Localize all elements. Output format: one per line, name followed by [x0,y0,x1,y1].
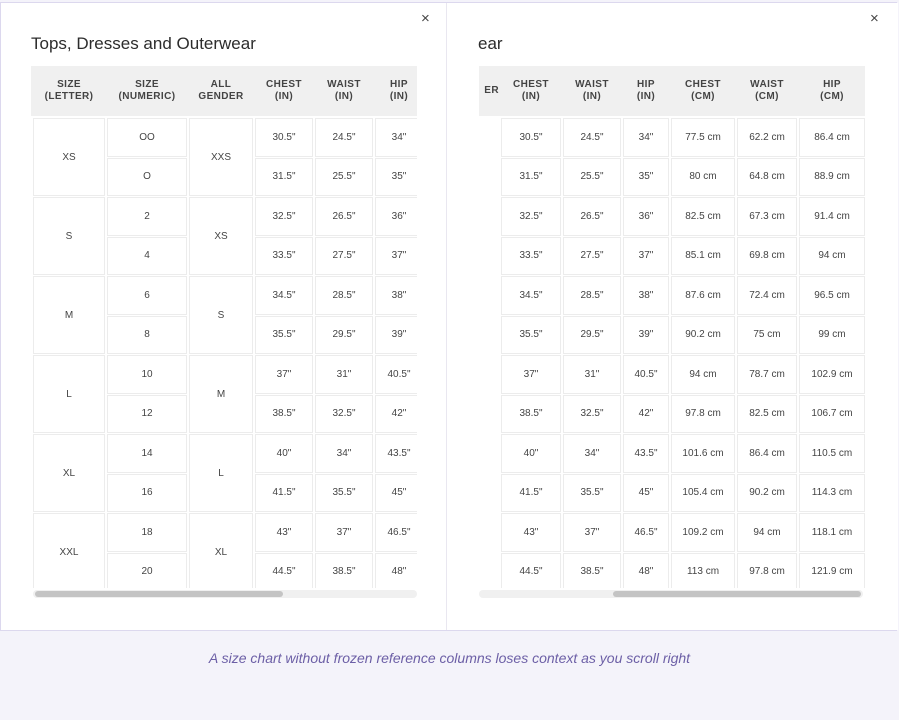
table-cell-hip-in: 35" [623,158,669,197]
table-cell-letter: XL [33,434,105,512]
table-cell-hip-in: 45" [375,474,417,513]
table-cell-numeric: O [107,158,187,197]
table-cell-hip-cm: 94 cm [799,237,865,276]
table-cell-chest-cm: 101.6 cm [671,434,735,473]
table-cell-hip-cm: 96.5 cm [799,276,865,315]
table-cell-waist-cm: 97.8 cm [737,553,797,589]
table-cell-waist-cm: 64.8 cm [737,158,797,197]
table-cell-chest-cm: 94 cm [671,355,735,394]
size-table-scroll-area[interactable] [31,66,417,588]
table-cell-waist-in: 29.5" [563,316,621,355]
table-cell-numeric: OO [107,118,187,157]
table-cell-waist-in: 29.5" [315,316,373,355]
table-cell-waist-in: 32.5" [315,395,373,434]
column-header-waist-cm: WAIST (CM) [750,79,784,102]
table-cell-chest-in: 33.5" [501,237,561,276]
table-cell-chest-in: 44.5" [501,553,561,589]
table-cell-chest-in: 40" [501,434,561,473]
table-cell-numeric: 10 [107,355,187,394]
column-header-hip-in: HIP (IN) [389,79,409,102]
table-cell-waist-in: 35.5" [315,474,373,513]
table-cell-hip-in: 40.5" [623,355,669,394]
table-cell-waist-in: 25.5" [563,158,621,197]
horizontal-scrollbar[interactable] [479,590,863,598]
column-header-waist-in: WAIST (IN) [327,79,361,102]
column-header-waist-in: WAIST (IN) [575,79,609,102]
table-cell-waist-in: 37" [315,513,373,552]
table-cell-gender: M [189,355,253,433]
table-cell-waist-in: 26.5" [315,197,373,236]
table-cell-hip-cm: 88.9 cm [799,158,865,197]
table-cell-hip-in: 35" [375,158,417,197]
column-header-gender: ALL GENDER [198,79,244,102]
table-cell-chest-in: 35.5" [501,316,561,355]
table-cell-hip-in: 36" [623,197,669,236]
table-cell-hip-in: 43.5" [375,434,417,473]
table-cell-chest-cm: 77.5 cm [671,118,735,157]
size-table-scroll-area[interactable] [479,66,866,588]
table-cell-chest-in: 33.5" [255,237,313,276]
table-cell-waist-in: 35.5" [563,474,621,513]
table-cell-hip-in: 37" [623,237,669,276]
table-cell-chest-in: 32.5" [501,197,561,236]
table-cell-chest-cm: 90.2 cm [671,316,735,355]
table-cell-waist-in: 24.5" [315,118,373,157]
table-cell-waist-cm: 62.2 cm [737,118,797,157]
table-cell-waist-in: 24.5" [563,118,621,157]
table-cell-letter: S [33,197,105,275]
table-cell-hip-in: 42" [375,395,417,434]
table-cell-letter: L [33,355,105,433]
table-cell-numeric: 16 [107,474,187,513]
table-cell-waist-in: 25.5" [315,158,373,197]
table-cell-waist-in: 31" [315,355,373,394]
panel-title: Tops, Dresses and Outerwear [31,34,256,53]
table-cell-waist-cm: 75 cm [737,316,797,355]
table-cell-chest-in: 43" [501,513,561,552]
table-cell-numeric: 20 [107,553,187,589]
table-cell-gender: XXS [189,118,253,196]
table-cell-hip-cm: 118.1 cm [799,513,865,552]
table-cell-chest-in: 32.5" [255,197,313,236]
column-header-letter: SIZE (LETTER) [44,79,94,102]
table-cell-hip-in: 38" [623,276,669,315]
table-cell-numeric: 18 [107,513,187,552]
table-cell-hip-in: 39" [375,316,417,355]
table-cell-chest-in: 30.5" [501,118,561,157]
table-cell-waist-in: 27.5" [563,237,621,276]
column-header-chest-cm: CHEST (CM) [685,79,721,102]
table-cell-chest-cm: 109.2 cm [671,513,735,552]
table-cell-chest-in: 41.5" [255,474,313,513]
table-cell-hip-in: 48" [623,553,669,589]
table-cell-chest-in: 34.5" [501,276,561,315]
column-header-chest-in: CHEST (IN) [266,79,302,102]
table-cell-waist-in: 26.5" [563,197,621,236]
column-header-chest-in: CHEST (IN) [513,79,549,102]
table-cell-waist-cm: 86.4 cm [737,434,797,473]
table-cell-chest-in: 37" [255,355,313,394]
table-cell-waist-in: 28.5" [563,276,621,315]
table-cell-hip-in: 46.5" [375,513,417,552]
column-header-hip-in: HIP (IN) [636,79,656,102]
caption: A size chart without frozen reference columns loses context as you scroll right [208,650,691,666]
scrollbar-thumb[interactable] [35,591,283,597]
table-cell-chest-in: 38.5" [501,395,561,434]
table-cell-chest-in: 34.5" [255,276,313,315]
table-cell-waist-in: 34" [315,434,373,473]
table-cell-chest-in: 37" [501,355,561,394]
table-cell-numeric: 4 [107,237,187,276]
table-cell-waist-cm: 78.7 cm [737,355,797,394]
table-cell-hip-cm: 110.5 cm [799,434,865,473]
table-cell-chest-cm: 80 cm [671,158,735,197]
column-header-clipped: ER [484,85,499,96]
table-cell-chest-in: 38.5" [255,395,313,434]
table-cell-hip-in: 38" [375,276,417,315]
table-cell-gender: XL [189,513,253,588]
table-cell-hip-cm: 86.4 cm [799,118,865,157]
table-cell-hip-in: 39" [623,316,669,355]
table-cell-chest-in: 35.5" [255,316,313,355]
table-cell-chest-in: 43" [255,513,313,552]
table-cell-chest-in: 44.5" [255,553,313,589]
table-cell-hip-in: 37" [375,237,417,276]
close-icon[interactable]: × [421,10,430,27]
table-cell-waist-cm: 94 cm [737,513,797,552]
table-cell-hip-in: 34" [623,118,669,157]
table-cell-hip-in: 34" [375,118,417,157]
table-cell-waist-in: 32.5" [563,395,621,434]
table-cell-waist-in: 38.5" [315,553,373,589]
table-cell-hip-in: 45" [623,474,669,513]
table-cell-hip-cm: 121.9 cm [799,553,865,589]
table-cell-hip-cm: 91.4 cm [799,197,865,236]
table-cell-waist-in: 34" [563,434,621,473]
table-cell-hip-in: 43.5" [623,434,669,473]
table-cell-waist-in: 37" [563,513,621,552]
table-cell-chest-cm: 87.6 cm [671,276,735,315]
table-cell-waist-in: 38.5" [563,553,621,589]
column-header-numeric: SIZE (NUMERIC) [118,79,176,102]
table-cell-waist-cm: 72.4 cm [737,276,797,315]
table-cell-waist-in: 27.5" [315,237,373,276]
table-cell-waist-cm: 69.8 cm [737,237,797,276]
table-cell-numeric: 12 [107,395,187,434]
table-cell-waist-cm: 82.5 cm [737,395,797,434]
table-cell-gender: XS [189,197,253,275]
table-cell-hip-in: 46.5" [623,513,669,552]
size-chart-panel-scrolled [446,3,898,630]
table-cell-chest-in: 30.5" [255,118,313,157]
table-cell-hip-in: 42" [623,395,669,434]
table-cell-chest-in: 41.5" [501,474,561,513]
table-cell-chest-cm: 85.1 cm [671,237,735,276]
table-cell-numeric: 6 [107,276,187,315]
table-cell-letter: XS [33,118,105,196]
table-cell-chest-cm: 82.5 cm [671,197,735,236]
table-cell-numeric: 8 [107,316,187,355]
table-cell-numeric: 14 [107,434,187,473]
size-chart-panel-unscrolled [1,3,445,630]
table-cell-gender: S [189,276,253,354]
table-cell-waist-in: 28.5" [315,276,373,315]
table-cell-letter: M [33,276,105,354]
table-cell-chest-cm: 105.4 cm [671,474,735,513]
table-cell-chest-in: 40" [255,434,313,473]
column-header-hip-cm: HIP (CM) [820,79,844,102]
horizontal-scrollbar[interactable] [33,590,417,598]
table-cell-chest-cm: 97.8 cm [671,395,735,434]
table-cell-waist-cm: 67.3 cm [737,197,797,236]
table-cell-waist-cm: 90.2 cm [737,474,797,513]
table-cell-letter: XXL [33,513,105,588]
table-cell-hip-in: 40.5" [375,355,417,394]
table-cell-hip-in: 36" [375,197,417,236]
panel-title-clipped: ear [478,34,503,53]
table-cell-numeric: 2 [107,197,187,236]
table-cell-chest-in: 31.5" [501,158,561,197]
table-cell-hip-cm: 99 cm [799,316,865,355]
table-cell-chest-in: 31.5" [255,158,313,197]
table-cell-hip-in: 48" [375,553,417,589]
scrollbar-thumb[interactable] [613,591,861,597]
table-cell-gender: L [189,434,253,512]
table-cell-hip-cm: 102.9 cm [799,355,865,394]
table-cell-chest-cm: 113 cm [671,553,735,589]
table-cell-hip-cm: 114.3 cm [799,474,865,513]
table-cell-waist-in: 31" [563,355,621,394]
table-cell-hip-cm: 106.7 cm [799,395,865,434]
close-icon[interactable]: × [870,10,879,27]
